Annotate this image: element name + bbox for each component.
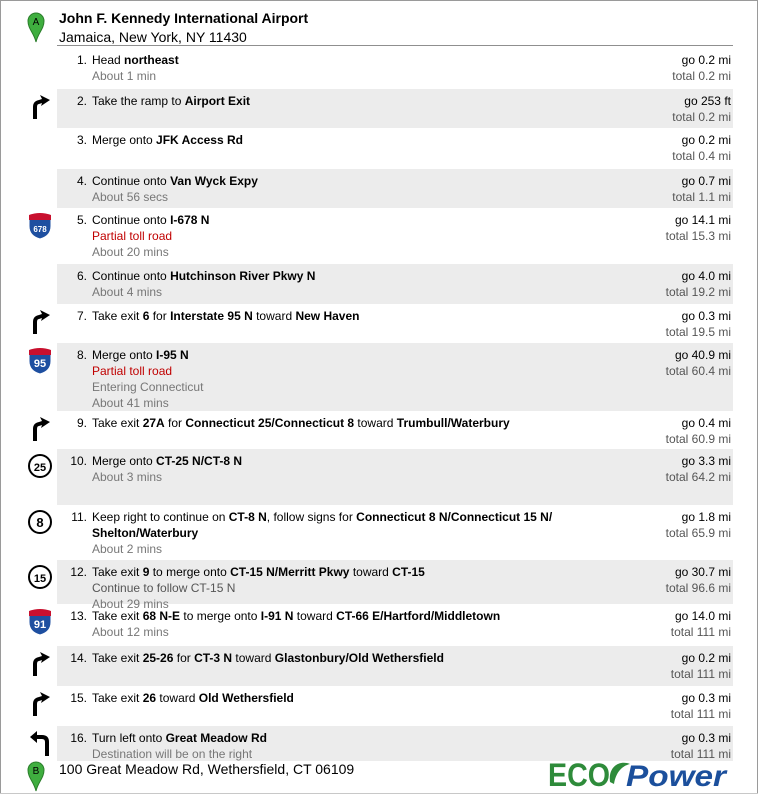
- marker-b-icon[interactable]: [27, 760, 45, 792]
- origin-name: John F. Kennedy International Airport: [59, 10, 309, 26]
- step-instruction: Merge onto I-95 N: [92, 348, 189, 362]
- step-body: [92, 453, 612, 485]
- svg-text:25: 25: [33, 462, 47, 474]
- step-go-distance: go 1.8 mi: [681, 510, 731, 524]
- step-subtext: About 29 mins: [92, 597, 169, 611]
- step-go-distance: go 0.3 mi: [681, 691, 731, 705]
- step-body: [92, 509, 612, 557]
- step-distance: [672, 93, 731, 125]
- step-info: Continue to follow CT-15 N: [92, 581, 236, 595]
- step-distance: [672, 173, 731, 205]
- step-number: 7.: [76, 309, 87, 323]
- step-total-distance: total 60.9 mi: [665, 432, 731, 446]
- step-instruction: Continue onto Van Wyck Expy: [92, 174, 258, 188]
- header-divider: [57, 45, 733, 46]
- svg-text:15: 15: [33, 573, 47, 585]
- interstate-678-shield-icon: [27, 212, 53, 240]
- step-distance: [666, 308, 731, 340]
- svg-text:8: 8: [36, 515, 44, 530]
- step-instruction: Merge onto JFK Access Rd: [92, 133, 243, 147]
- step-subtext: About 12 mins: [92, 625, 169, 639]
- step-body: [92, 308, 612, 324]
- ecopower-logo: [548, 756, 733, 792]
- step-instruction: Take exit 6 for Interstate 95 N toward New Haven: [92, 309, 360, 323]
- step-subtext: Entering Connecticut: [92, 380, 204, 394]
- step-go-distance: go 14.0 mi: [674, 609, 731, 623]
- svg-text:Power: Power: [626, 760, 729, 792]
- direction-step[interactable]: [57, 604, 733, 646]
- step-distance: [666, 415, 731, 447]
- step-distance: [666, 212, 731, 244]
- slight-right-arrow-icon: [27, 650, 53, 678]
- step-distance: [671, 650, 731, 682]
- step-go-distance: go 30.7 mi: [674, 565, 731, 579]
- turn-left-arrow-icon: [27, 730, 53, 758]
- step-go-distance: go 0.2 mi: [681, 133, 731, 147]
- step-instruction: Merge onto CT-25 N/CT-8 N: [92, 454, 243, 468]
- step-go-distance: go 253 ft: [684, 94, 731, 108]
- step-instruction: Keep right to continue on CT-8 N, follow signs for Connecticut 8 N/Connecticut 15 N/: [92, 510, 553, 524]
- direction-step[interactable]: [57, 646, 733, 686]
- direction-step[interactable]: [57, 128, 733, 169]
- destination-address: 100 Great Meadow Rd, Wethersfield, CT 06109: [59, 761, 355, 777]
- step-body: [92, 415, 612, 431]
- direction-step[interactable]: [57, 686, 733, 726]
- step-go-distance: go 0.7 mi: [681, 174, 731, 188]
- step-number: 8.: [76, 348, 87, 362]
- step-distance: [666, 453, 731, 485]
- direction-step[interactable]: [57, 264, 733, 304]
- step-go-distance: go 0.2 mi: [681, 651, 731, 665]
- slight-right-arrow-icon: [27, 308, 53, 336]
- step-distance: [672, 52, 731, 84]
- step-instruction: Turn left onto Great Meadow Rd: [92, 731, 267, 745]
- step-number: 2.: [76, 94, 87, 108]
- step-distance: [671, 608, 731, 640]
- direction-step[interactable]: [57, 411, 733, 449]
- step-body: [92, 173, 612, 205]
- step-go-distance: go 14.1 mi: [674, 213, 731, 227]
- step-body: [92, 347, 612, 411]
- step-go-distance: go 0.4 mi: [681, 416, 731, 430]
- svg-text:91: 91: [33, 619, 47, 631]
- step-total-distance: total 65.9 mi: [665, 526, 731, 540]
- direction-step[interactable]: [57, 208, 733, 264]
- step-instruction: Take exit 27A for Connecticut 25/Connecticut 8 toward Trumbull/Waterbury: [92, 416, 510, 430]
- step-body: [92, 93, 612, 109]
- step-number: 3.: [76, 133, 87, 147]
- step-body: [92, 52, 612, 84]
- route-25-circle-icon: [27, 453, 53, 481]
- step-instruction: Head northeast: [92, 53, 179, 67]
- svg-text:ECO: ECO: [548, 757, 610, 792]
- step-number: 14.: [70, 651, 87, 665]
- step-total-distance: total 0.2 mi: [672, 110, 731, 124]
- step-go-distance: go 40.9 mi: [674, 348, 731, 362]
- step-subtext: Destination will be on the right: [92, 747, 253, 761]
- toll-note: Partial toll road: [92, 229, 173, 243]
- svg-text:95: 95: [33, 358, 47, 370]
- step-go-distance: go 4.0 mi: [681, 269, 731, 283]
- step-distance: [666, 509, 731, 541]
- route-8-circle-icon: [27, 509, 53, 537]
- direction-step[interactable]: [57, 169, 733, 208]
- interstate-95-shield-icon: [27, 347, 53, 375]
- step-number: 10.: [70, 454, 87, 468]
- step-subtext: About 41 mins: [92, 396, 169, 410]
- step-go-distance: go 0.3 mi: [681, 309, 731, 323]
- step-number: 16.: [70, 731, 87, 745]
- direction-step[interactable]: [57, 343, 733, 411]
- step-number: 9.: [76, 416, 87, 430]
- step-body: [92, 650, 612, 666]
- slight-right-arrow-icon: [27, 690, 53, 718]
- step-number: 15.: [70, 691, 87, 705]
- svg-text:A: A: [32, 17, 40, 28]
- step-total-distance: total 1.1 mi: [672, 190, 731, 204]
- step-subtext: About 20 mins: [92, 245, 169, 259]
- step-subtext: About 1 min: [92, 69, 157, 83]
- step-total-distance: total 0.4 mi: [672, 149, 731, 163]
- step-body: [92, 132, 612, 148]
- step-instruction: Take the ramp to Airport Exit: [92, 94, 251, 108]
- step-distance: [672, 132, 731, 164]
- step-total-distance: total 15.3 mi: [665, 229, 731, 243]
- slight-right-arrow-icon: [27, 93, 53, 121]
- step-body: [92, 690, 612, 706]
- step-number: 12.: [70, 565, 87, 579]
- step-distance: [666, 564, 731, 596]
- step-distance: [666, 268, 731, 300]
- step-number: 4.: [76, 174, 87, 188]
- step-instruction-cont: Shelton/Waterbury: [92, 526, 199, 540]
- step-subtext: About 2 mins: [92, 542, 163, 556]
- direction-step[interactable]: [57, 560, 733, 611]
- step-instruction: Take exit 9 to merge onto CT-15 N/Merritt Pkwy toward CT-15: [92, 565, 425, 579]
- step-instruction: Continue onto I-678 N: [92, 213, 210, 227]
- step-total-distance: total 111 mi: [670, 625, 731, 639]
- step-number: 6.: [76, 269, 87, 283]
- step-total-distance: total 19.2 mi: [665, 285, 731, 299]
- step-subtext: About 4 mins: [92, 285, 163, 299]
- step-body: [92, 268, 612, 300]
- step-total-distance: total 96.6 mi: [665, 581, 731, 595]
- step-total-distance: total 0.2 mi: [672, 69, 731, 83]
- marker-a-icon[interactable]: [27, 11, 45, 43]
- step-distance: [671, 690, 731, 722]
- step-body: [92, 608, 612, 640]
- direction-step[interactable]: [57, 304, 733, 343]
- step-instruction: Take exit 25-26 for CT-3 N toward Glastonbury/Old Wethersfield: [92, 651, 444, 665]
- step-total-distance: total 111 mi: [670, 747, 731, 761]
- direction-step[interactable]: [57, 48, 733, 89]
- direction-step[interactable]: [57, 505, 733, 560]
- step-total-distance: total 19.5 mi: [665, 325, 731, 339]
- interstate-91-shield-icon: [27, 608, 53, 636]
- step-number: 1.: [76, 53, 87, 67]
- step-number: 13.: [70, 609, 87, 623]
- origin-address: Jamaica, New York, NY 11430: [59, 29, 247, 45]
- step-number: 5.: [76, 213, 87, 227]
- step-body: [92, 730, 612, 762]
- svg-text:678: 678: [33, 225, 47, 234]
- toll-note: Partial toll road: [92, 364, 173, 378]
- step-go-distance: go 0.3 mi: [681, 731, 731, 745]
- step-instruction: Take exit 26 toward Old Wethersfield: [92, 691, 294, 705]
- direction-step[interactable]: [57, 89, 733, 128]
- svg-text:B: B: [32, 766, 40, 777]
- step-number: 11.: [71, 510, 87, 524]
- step-go-distance: go 3.3 mi: [681, 454, 731, 468]
- step-distance: [666, 347, 731, 379]
- route-15-circle-icon: [27, 564, 53, 592]
- step-instruction: Take exit 68 N-E to merge onto I-91 N toward CT-66 E/Hartford/Middletown: [92, 609, 501, 623]
- step-instruction: Continue onto Hutchinson River Pkwy N: [92, 269, 316, 283]
- direction-step[interactable]: [57, 449, 733, 505]
- step-subtext: About 3 mins: [92, 470, 163, 484]
- origin-header: [27, 6, 732, 45]
- step-total-distance: total 60.4 mi: [665, 364, 731, 378]
- step-total-distance: total 64.2 mi: [665, 470, 731, 484]
- step-total-distance: total 111 mi: [670, 707, 731, 721]
- step-total-distance: total 111 mi: [670, 667, 731, 681]
- slight-right-arrow-icon: [27, 415, 53, 443]
- step-subtext: About 56 secs: [92, 190, 169, 204]
- step-go-distance: go 0.2 mi: [681, 53, 731, 67]
- step-body: [92, 212, 612, 260]
